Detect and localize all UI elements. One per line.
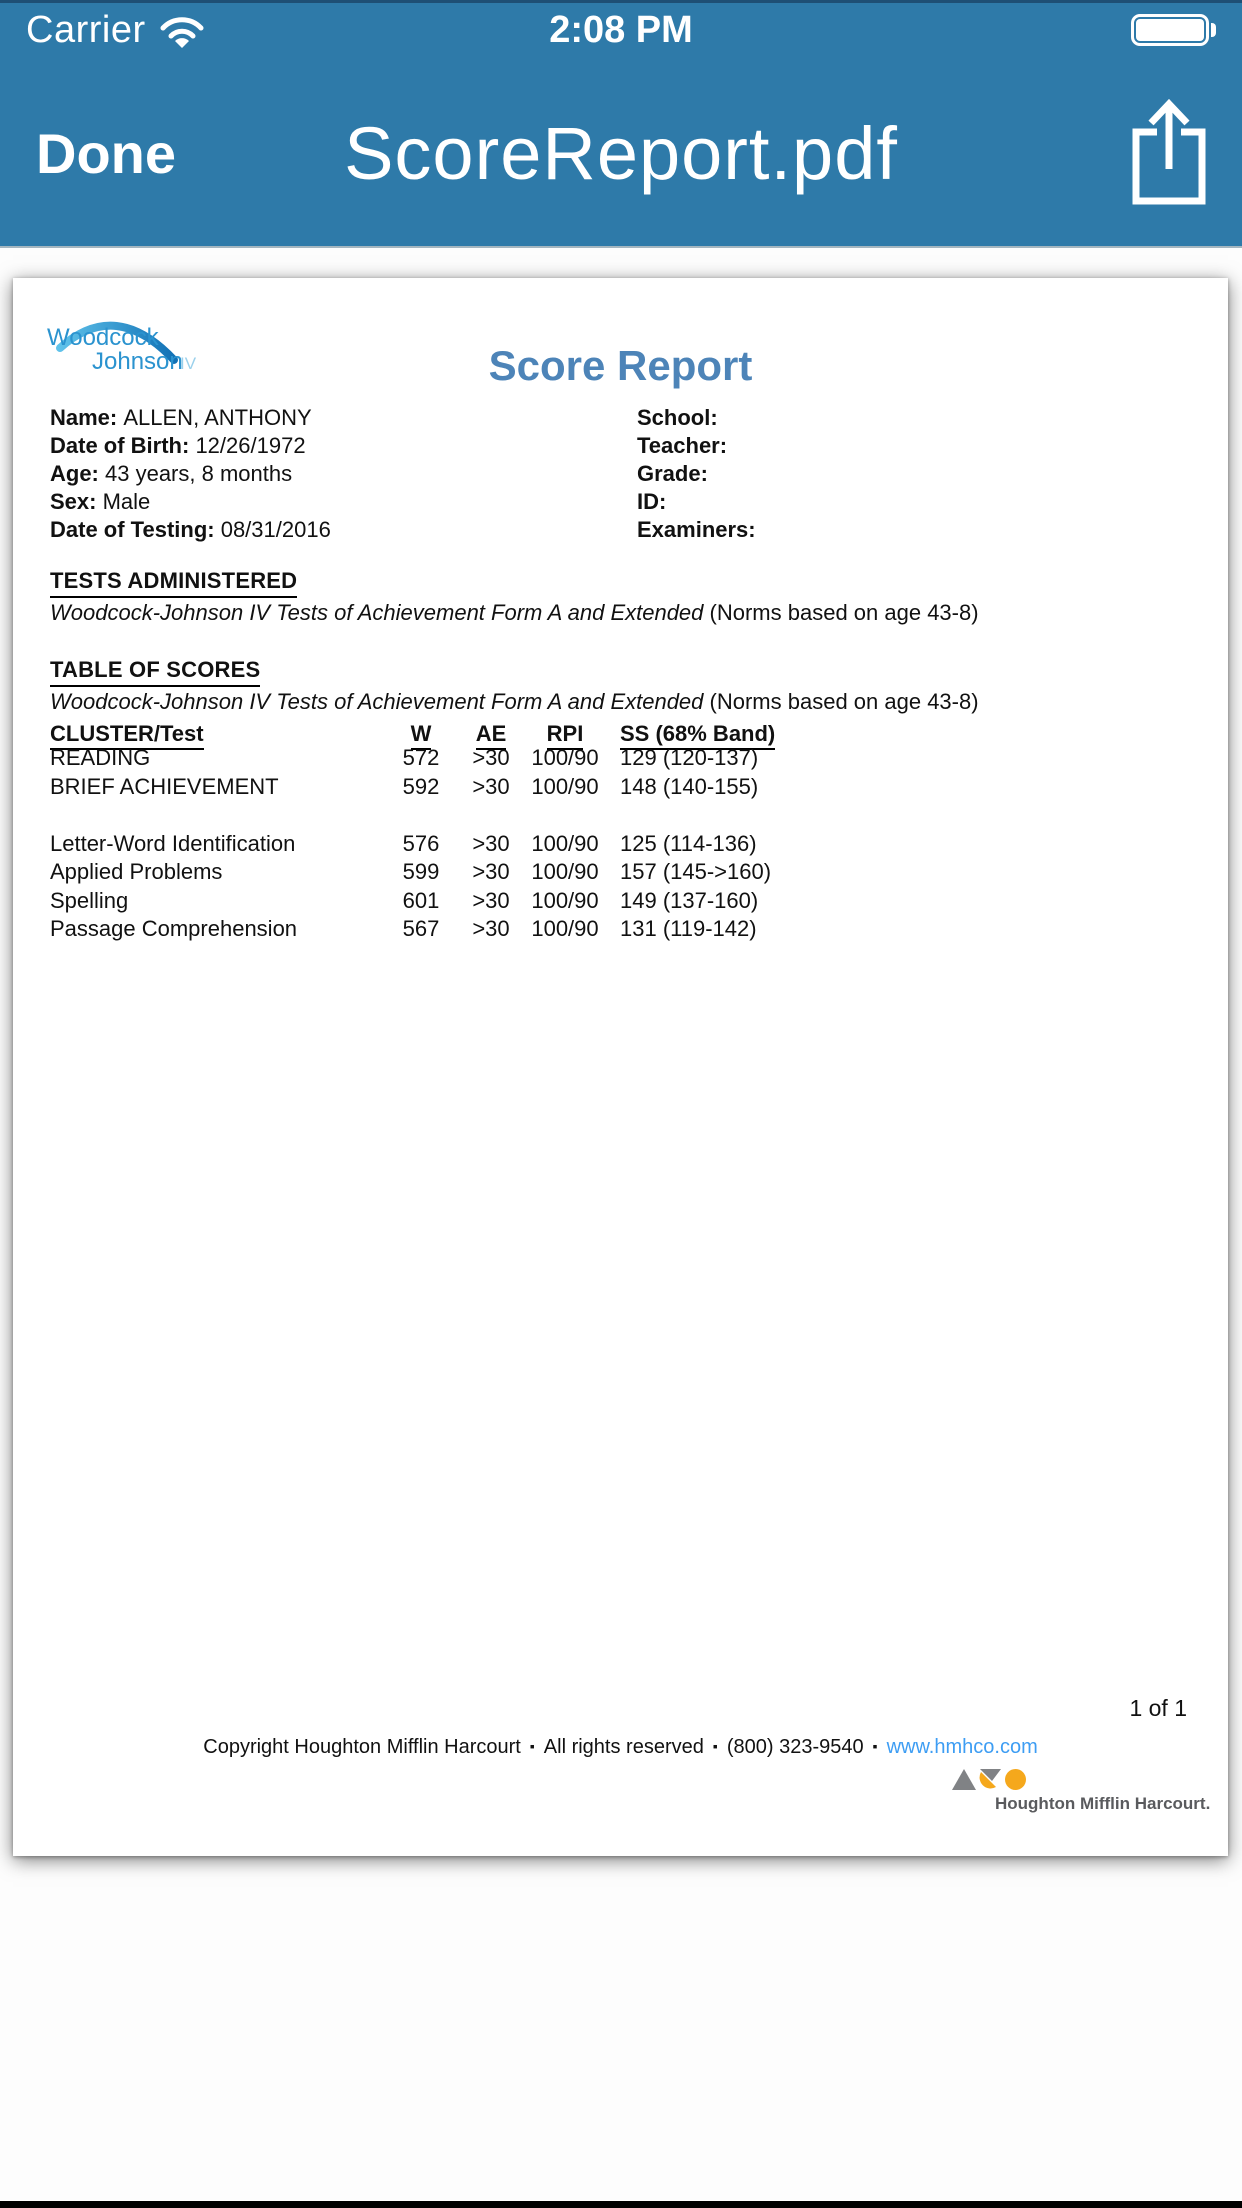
pdf-page xyxy=(13,278,1228,1856)
column-header: RPI xyxy=(525,721,605,750)
score-table-row xyxy=(13,916,1228,944)
hmh-circle-shape xyxy=(1005,1769,1026,1790)
table-cell: 148 (140-155) xyxy=(620,773,759,799)
table-cell: Applied Problems xyxy=(50,859,223,884)
hmhco-link[interactable]: www.hmhco.com xyxy=(886,1736,1038,1758)
share-button[interactable] xyxy=(1132,99,1206,208)
tests-norms: (Norms based on age 43-8) xyxy=(703,600,979,625)
table-cell: 567 xyxy=(402,916,440,941)
table-cell: 601 xyxy=(402,887,440,913)
hmh-triangle-shape xyxy=(952,1769,976,1790)
column-header: SS (68% Band) xyxy=(620,721,775,750)
battery-icon xyxy=(1131,14,1216,46)
copyright-line xyxy=(13,1736,1228,1759)
status-bar xyxy=(0,0,1242,60)
table-of-scores-description xyxy=(50,689,979,715)
logo-line2: Johnson xyxy=(92,348,183,375)
info-row: Teacher: xyxy=(637,433,728,458)
table-cell: 100/90 xyxy=(531,916,599,941)
score-table-row xyxy=(13,802,1228,830)
examinee-info-left xyxy=(50,404,331,544)
table-cell: 592 xyxy=(402,773,440,799)
separator-dot: ▪ xyxy=(529,1738,535,1754)
separator-dot: ▪ xyxy=(872,1738,878,1754)
table-cell: 572 xyxy=(402,745,440,770)
done-button[interactable]: Done xyxy=(36,121,176,185)
table-cell: >30 xyxy=(472,859,510,884)
table-cell: >30 xyxy=(472,830,510,856)
phone-number: (800) 323-9540 xyxy=(726,1736,864,1758)
table-cell: Passage Comprehension xyxy=(50,916,298,941)
table-cell: 131 (119-142) xyxy=(620,916,757,941)
table-cell: >30 xyxy=(472,773,510,799)
info-row: Grade: xyxy=(637,461,708,486)
page-number: 1 of 1 xyxy=(1129,1695,1187,1721)
table-cell: 100/90 xyxy=(531,859,599,884)
table-cell: 149 (137-160) xyxy=(620,887,759,913)
hmh-logo-icon xyxy=(952,1768,1026,1790)
score-table-row xyxy=(13,888,1228,916)
table-cell: >30 xyxy=(472,887,510,913)
table-of-scores-heading: TABLE OF SCORES xyxy=(50,657,260,687)
table-cell: Spelling xyxy=(50,887,129,913)
table-cell: 576 xyxy=(402,830,440,856)
info-row: Age: 43 years, 8 months xyxy=(50,461,293,486)
tests-administered-description xyxy=(50,600,979,626)
table-cell: READING xyxy=(50,745,151,770)
table-cell: Letter-Word Identification xyxy=(50,830,296,856)
column-header: W xyxy=(385,721,457,750)
score-table-row xyxy=(13,859,1228,887)
info-row: School: xyxy=(637,405,718,430)
tests-administered-section xyxy=(50,568,297,598)
info-row: Date of Birth: 12/26/1972 xyxy=(50,433,306,458)
info-row: Sex: Male xyxy=(50,489,151,514)
table-cell: >30 xyxy=(472,745,510,770)
info-row: Name: ALLEN, ANTHONY xyxy=(50,405,312,430)
logo-suffix: IV xyxy=(180,354,197,373)
info-row: Date of Testing: 08/31/2016 xyxy=(50,517,331,542)
nav-bar xyxy=(0,60,1242,246)
table-cell: 599 xyxy=(402,859,440,884)
column-header: AE xyxy=(457,721,525,750)
tests-form-name: Woodcock-Johnson IV Tests of Achievement Form A and Extended xyxy=(50,600,704,625)
table-cell: 100/90 xyxy=(531,773,599,799)
score-table-row xyxy=(13,745,1228,773)
score-table xyxy=(13,721,1228,981)
examinee-info-right xyxy=(637,404,756,544)
score-table-row xyxy=(13,774,1228,802)
table-of-scores-section xyxy=(50,657,260,687)
info-row: ID: xyxy=(637,489,667,514)
copyright-text: Copyright Houghton Mifflin Harcourt xyxy=(203,1736,521,1758)
scores-form-name: Woodcock-Johnson IV Tests of Achievement Form A and Extended xyxy=(50,689,704,714)
table-cell: 129 (120-137) xyxy=(620,745,759,770)
hmh-leaf-shape xyxy=(979,1768,1002,1790)
table-cell: 100/90 xyxy=(531,887,599,913)
carrier-label: Carrier xyxy=(26,8,146,51)
table-cell: BRIEF ACHIEVEMENT xyxy=(50,773,279,799)
clock: 2:08 PM xyxy=(549,8,693,51)
column-header: CLUSTER/Test xyxy=(50,721,204,750)
score-table-row xyxy=(13,831,1228,859)
table-cell: 125 (114-136) xyxy=(620,830,757,856)
logo-line1: Woodcock xyxy=(47,324,159,351)
document-title: ScoreReport.pdf xyxy=(344,111,898,195)
scores-norms: (Norms based on age 43-8) xyxy=(703,689,979,714)
hmh-brand-name: Houghton Mifflin Harcourt. xyxy=(995,1794,1211,1813)
app-header xyxy=(0,0,1242,248)
bottom-edge-strip xyxy=(0,2201,1242,2208)
rights-text: All rights reserved xyxy=(543,1736,704,1758)
table-cell: 100/90 xyxy=(531,830,599,856)
table-cell: 157 (145->160) xyxy=(620,859,772,884)
tests-administered-heading: TESTS ADMINISTERED xyxy=(50,568,297,598)
separator-dot: ▪ xyxy=(712,1738,718,1754)
table-cell: 100/90 xyxy=(531,745,599,770)
info-row: Examiners: xyxy=(637,517,756,542)
share-icon xyxy=(1132,193,1206,208)
report-title: Score Report xyxy=(488,342,753,389)
pdf-viewer[interactable] xyxy=(0,248,1242,2200)
table-cell: >30 xyxy=(472,916,510,941)
